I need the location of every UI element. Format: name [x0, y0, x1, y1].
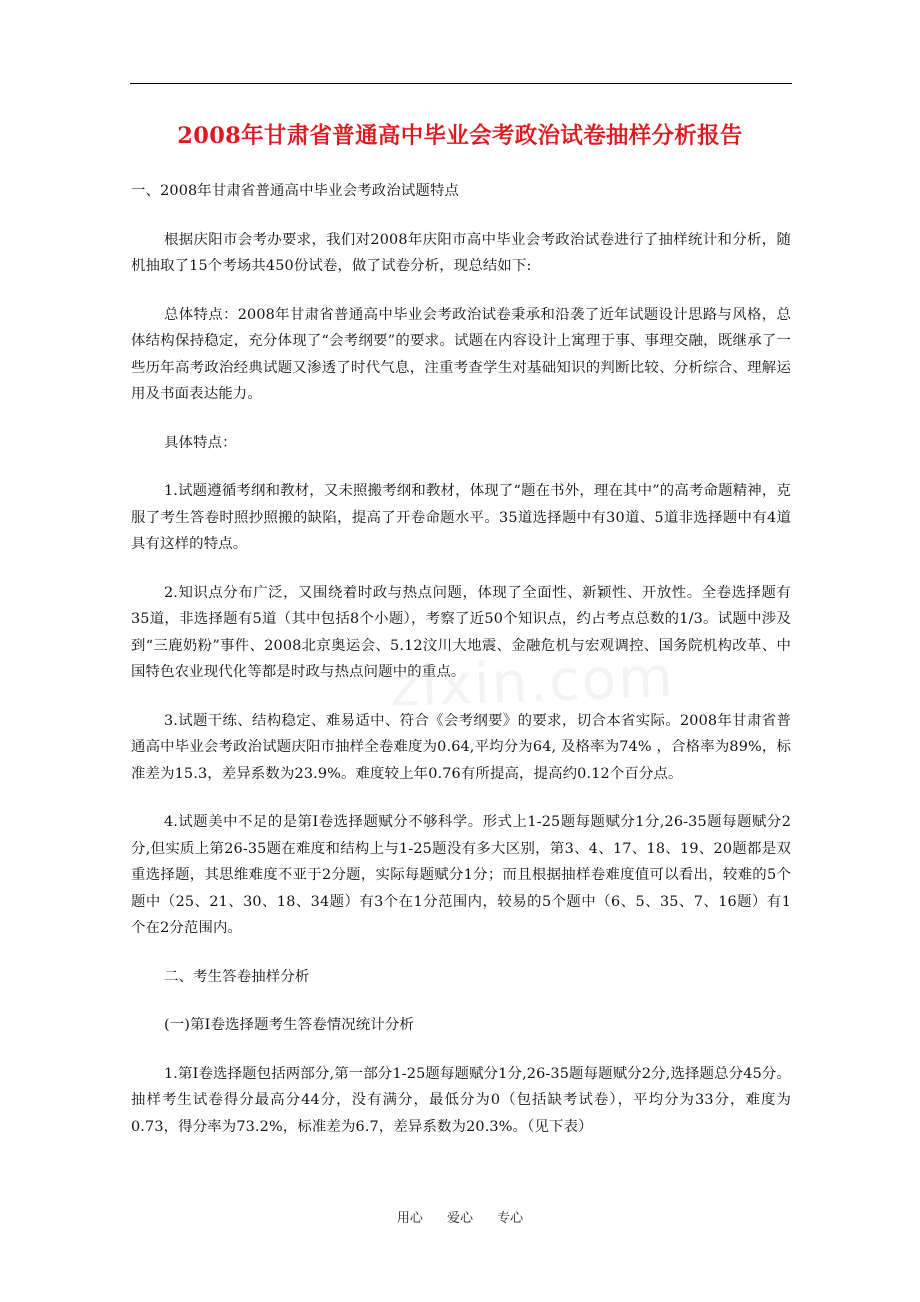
paragraph-overall-features: 总体特点：2008年甘肃省普通高中毕业会考政治试卷秉承和沿袭了近年试题设计思路与风格，总体结构保持稳定，充分体现了“会考纲要”的要求。试题在内容设计上寓理于事、事理交融，既继承了一些历年高考政治经典试题又渗透了时代气息，注重考查学生对基础知识的判断比较、分析综合、理解运用及书面表达能力。: [131, 306, 791, 402]
paragraph-feature-2: 2.知识点分布广泛，又围绕着时政与热点问题，体现了全面性、新颖性、开放性。全卷选择题有35道，非选择题有5道（其中包括8个小题），考察了近50个知识点，约占考点总数的1/3。试题中涉及到“三鹿奶粉”事件、2008北京奥运会、5.12汶川大地震、金融危机与宏观调控、国务院机构改革、中国特色农业现代化等都是时政与热点问题中的重点。: [131, 584, 791, 680]
page-footer: [0, 1207, 920, 1226]
document-title: 2008年甘肃省普通高中毕业会考政治试卷抽样分析报告: [177, 123, 743, 149]
paragraph-specific-features-label: 具体特点：: [164, 434, 237, 451]
header-rule: [130, 83, 792, 84]
subsection-heading: (一)第Ⅰ卷选择题考生答卷情况统计分析: [164, 1017, 415, 1033]
footer-text-2: 爱心: [446, 1211, 473, 1226]
paragraph-choice-analysis: 1.第Ⅰ卷选择题包括两部分,第一部分1-25题每题赋分1分,26-35题每题赋分2分,选择题总分45分。抽样考生试卷得分最高分44分，没有满分，最低分为0（包括缺考试卷），平均分为33分，难度为0.73，得分率为73.2%，标准差为6.7，差异系数为20.3%。（见下表）: [131, 1065, 791, 1135]
section-heading-1: 一、2008年甘肃省普通高中毕业会考政治试题特点: [131, 183, 460, 199]
paragraph-feature-3: 3.试题干练、结构稳定、难易适中、符合《会考纲要》的要求，切合本省实际。2008年甘肃省普通高中毕业会考政治试题庆阳市抽样全卷难度为0.64,平均分为64, 及格率为74% ，合格率为89%，标准差为15.3，差异系数为23.9%。难度较上年0.76有所提高，提高约0.12个百分点。: [131, 712, 791, 782]
paragraph-feature-1: 1.试题遵循考纲和教材，又未照搬考纲和教材，体现了“题在书外，理在其中”的高考命题精神，克服了考生答卷时照抄照搬的缺陷，提高了开卷命题水平。35道选择题中有30道、5道非选择题中有4道具有这样的特点。: [131, 483, 791, 552]
footer-text-3: 专心: [497, 1211, 524, 1226]
footer-text-1: 用心: [396, 1211, 423, 1226]
document-body: [131, 178, 791, 1162]
paragraph-feature-4: 4.试题美中不足的是第Ⅰ卷选择题赋分不够科学。形式上1-25题每题赋分1分,26-35题每题赋分2分,但实质上第26-35题在难度和结构上与1-25题没有多大区别，第3、4、17、18、19、20题都是双重选择题，其思维难度不亚于2分题，实际每题赋分1分；而且根据抽样卷难度值可以看出，较难的5个题中（25、21、30、18、34题）有3个在1分范围内，较易的5个题中（6、5、35、7、16题）有1个在2分范围内。: [131, 814, 791, 936]
section-heading-2: 二、考生答卷抽样分析: [164, 968, 310, 985]
paragraph-intro: 根据庆阳市会考办要求，我们对2008年庆阳市高中毕业会考政治试卷进行了抽样统计和分析，随机抽取了15个考场共450份试卷，做了试卷分析，现总结如下:: [131, 231, 791, 274]
watermark: zixin.com: [388, 645, 676, 720]
